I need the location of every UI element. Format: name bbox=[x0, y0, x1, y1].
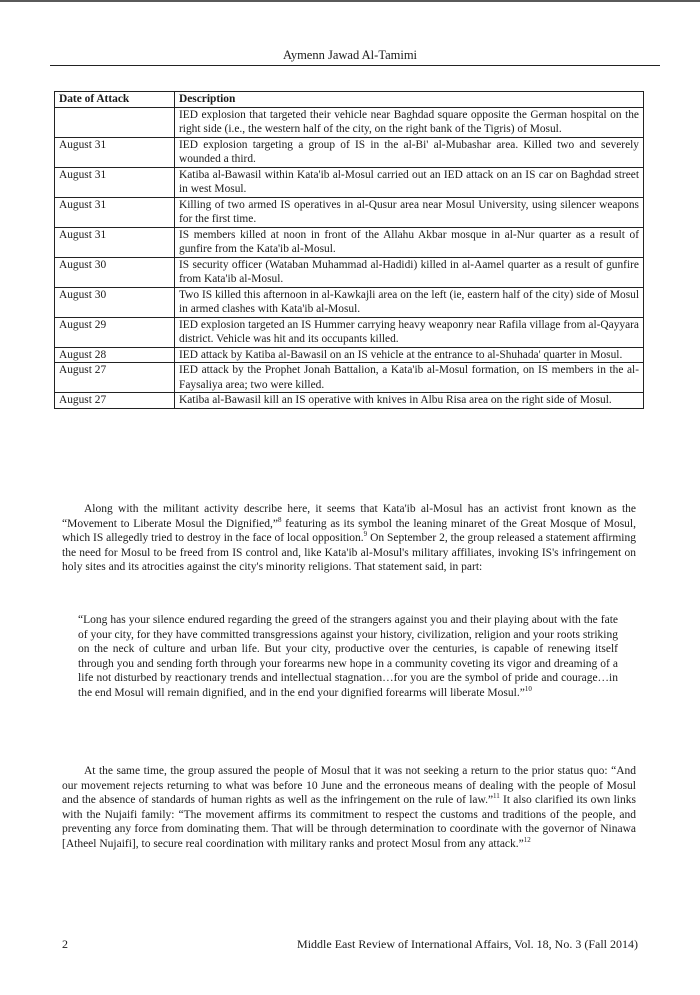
attack-description: IED explosion targeted an IS Hummer carrying heavy weaponry near Rafila village from al-Qayyara district. Vehicle was hit and its occupants killed. bbox=[175, 317, 644, 347]
attack-date: August 31 bbox=[55, 197, 175, 227]
attack-date: August 31 bbox=[55, 227, 175, 257]
header-description: Description bbox=[175, 92, 644, 108]
attack-description: Killing of two armed IS operatives in al-Qusur area near Mosul University, using silencer weapons for the first time. bbox=[175, 197, 644, 227]
footnote-marker: 9 bbox=[363, 530, 368, 539]
attack-date bbox=[55, 107, 175, 137]
table-row bbox=[55, 347, 644, 363]
attack-description: IS members killed at noon in front of the Allahu Akbar mosque in al-Nur quarter as a result of gunfire from the Kata'ib al-Mosul. bbox=[175, 227, 644, 257]
header-rule bbox=[50, 65, 660, 66]
footnote-marker: 11 bbox=[493, 792, 500, 801]
quote-text: “Long has your silence endured regarding the greed of the strangers against you and their playing about with the fate of your city, for they have committed transgressions against your history, civilization, religion and your roots striking on the neck of culture and urban life. But your city, productive over the centuries, is capable of renewing itself through you and sending forth through your forearms new hope in a community coveting its vigor and dreaming of a life not disturbed by reactionary trends and intellectual stagnation…for you are the symbol of pride and courage…in the end Mosul will remain dignified, and in the end your dignified forearms will liberate Mosul.” bbox=[78, 614, 618, 699]
attack-description: Two IS killed this afternoon in al-Kawkajli area on the left (ie, eastern half of the city) side of Mosul in armed clashes with Kata'ib al-Mosul. bbox=[175, 287, 644, 317]
attack-description: IED attack by the Prophet Jonah Battalion, a Kata'ib al-Mosul formation, on IS members in the al-Faysaliya area; two were killed. bbox=[175, 363, 644, 393]
attack-description: Katiba al-Bawasil within Kata'ib al-Mosul carried out an IED attack on an IS car on Baghdad street in west Mosul. bbox=[175, 167, 644, 197]
attack-description: Katiba al-Bawasil kill an IS operative with knives in Albu Risa area on the right side of Mosul. bbox=[175, 393, 644, 409]
table-row bbox=[55, 197, 644, 227]
table-row bbox=[55, 363, 644, 393]
attack-description: IED explosion that targeted their vehicle near Baghdad square opposite the German hospital on the right side (i.e., the western half of the city, on the right bank of the Tigris) of Mosul. bbox=[175, 107, 644, 137]
paragraph-text: At the same time, the group assured the people of Mosul that it was not seeking a return to the prior status quo: “And our movement rejects returning to what was before 10 June and the erroneous means of dealing with the people of Mosul and the absence of standards of human rights as well as the infringement on the rule of law.” bbox=[62, 765, 636, 807]
block-quote bbox=[78, 613, 618, 701]
table-row bbox=[55, 107, 644, 137]
footnote-marker: 10 bbox=[524, 685, 532, 694]
body-paragraph-status-quo bbox=[62, 764, 636, 852]
table-row bbox=[55, 317, 644, 347]
table-header-row bbox=[55, 92, 644, 108]
attack-date: August 31 bbox=[55, 167, 175, 197]
table-row bbox=[55, 393, 644, 409]
attack-date: August 27 bbox=[55, 393, 175, 409]
footnote-marker: 8 bbox=[277, 515, 282, 524]
attack-date: August 30 bbox=[55, 257, 175, 287]
attack-description: IED explosion targeting a group of IS in the al-Bi' al-Mubashar area. Killed two and severely wounded a third. bbox=[175, 137, 644, 167]
attack-date: August 28 bbox=[55, 347, 175, 363]
attack-date: August 29 bbox=[55, 317, 175, 347]
table-row bbox=[55, 287, 644, 317]
attack-date: August 31 bbox=[55, 137, 175, 167]
paragraph-text: It also clarified its own links with the Nujaifi family: “The movement affirms its commitment to respect the customs and traditions of the people, and preventing any force from dominating them. That will be through determination to coordinate with the governor of Ninawa [Atheel Nujaifi], to secure real coordination with military ranks and protect Mosul from any attack.” bbox=[62, 794, 636, 850]
paragraph-text: On September 2, the group released a statement affirming the need for Mosul to be freed from IS control and, like Kata'ib al-Mosul's military affiliates, invoking IS's infringement on holy sites and its atrocities against the city's minority religions. That statement said, in part: bbox=[62, 532, 636, 574]
running-header: Aymenn Jawad Al-Tamimi bbox=[282, 48, 418, 62]
journal-citation: Middle East Review of International Affairs, Vol. 18, No. 3 (Fall 2014) bbox=[297, 937, 638, 951]
page-number: 2 bbox=[62, 937, 68, 951]
body-paragraph-movement bbox=[62, 502, 636, 575]
paragraph-text: featuring as its symbol the leaning minaret of the Great Mosque of Mosul, which IS allegedly tried to destroy in the face of local opposition. bbox=[62, 517, 636, 545]
attack-date: August 30 bbox=[55, 287, 175, 317]
header-date-of-attack: Date of Attack bbox=[55, 92, 175, 108]
attack-date: August 27 bbox=[55, 363, 175, 393]
attack-description: IED attack by Katiba al-Bawasil on an IS vehicle at the entrance to al-Shuhada' quarter in Mosul. bbox=[175, 347, 644, 363]
table-row bbox=[55, 137, 644, 167]
attacks-table bbox=[54, 91, 644, 409]
attack-description: IS security officer (Wataban Muhammad al-Hadidi) killed in al-Aamel quarter as a result of gunfire from Kata'ib al-Mosul. bbox=[175, 257, 644, 287]
paragraph-text: Along with the militant activity describe here, it seems that Kata'ib al-Mosul has an activist front known as the “Movement to Liberate Mosul the Dignified,” bbox=[62, 503, 636, 530]
table-row bbox=[55, 257, 644, 287]
footnote-marker: 12 bbox=[523, 836, 531, 845]
table-row bbox=[55, 227, 644, 257]
table-row bbox=[55, 167, 644, 197]
